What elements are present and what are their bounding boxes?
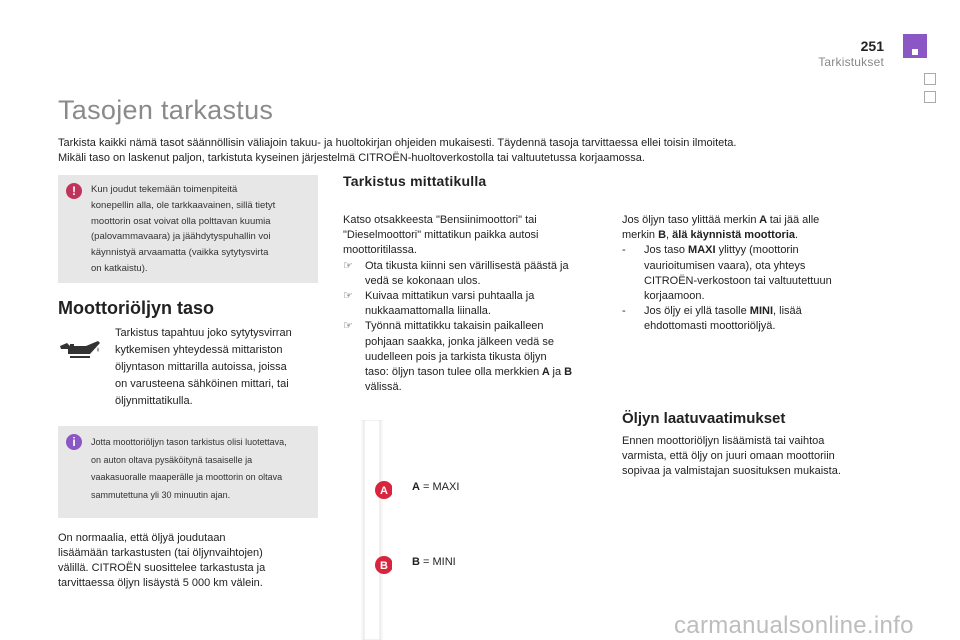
list-item bbox=[343, 259, 605, 289]
section-title: Tarkistukset bbox=[818, 55, 884, 69]
text-line: öljyntason mittarilla autoissa, joissa bbox=[115, 361, 287, 373]
text-line: taso: öljyn tason tulee olla merkkien A ja B bbox=[365, 366, 573, 379]
text-line: Jos taso MAXI ylittyy (moottorin bbox=[644, 244, 799, 257]
text-line: pohjaan saakka, jonka jälkeen vedä se bbox=[365, 335, 554, 348]
text-line: on varusteena sähköinen mittari, tai bbox=[115, 378, 289, 390]
note-line: on auton oltava pysäköitynä tasaiselle ja bbox=[91, 454, 253, 465]
page-number: 251 bbox=[860, 38, 884, 54]
text-line: Kuivaa mittatikun varsi puhtaalla ja bbox=[365, 290, 535, 303]
text-line: korjaamoon. bbox=[644, 290, 705, 303]
marker-a-value: = MAXI bbox=[423, 481, 460, 493]
list-item bbox=[622, 243, 852, 304]
text-line: Ota tikusta kiinni sen värillisestä päästä ja bbox=[365, 259, 569, 272]
intro-line: Mikäli taso on laskenut paljon, tarkistuta kyseinen järjestelmä CITROËN-huoltoverkostolla tai valtuutetussa korjaamossa. bbox=[58, 152, 645, 164]
dash-bullet: - bbox=[622, 244, 626, 257]
text-line: kytkemisen yhteydessä mittariston bbox=[115, 344, 283, 356]
note-line: käynnistyä arvaamatta (vaikka sytytysvirta bbox=[91, 247, 269, 259]
marker-a-label-letter: A bbox=[412, 481, 420, 493]
intro-line: Tarkista kaikki nämä tasot säännöllisin väliajoin takuu- ja huoltokirjan ohjeiden mukaisesti. Täydennä tasoja tarvittaessa ellei toisin ilmoiteta. bbox=[58, 137, 737, 149]
oil-consumption-text bbox=[58, 531, 318, 591]
text-line: moottoritilassa. bbox=[343, 244, 417, 257]
text-line: sopivaa ja valmistajan suosituksen mukaista. bbox=[622, 465, 841, 478]
note-line: konepellin alla, ole tarkkaavainen, sillä tietyt bbox=[91, 199, 276, 211]
oil-quality-text bbox=[622, 434, 872, 480]
info-note bbox=[58, 426, 318, 518]
list-item bbox=[622, 304, 852, 334]
text-line: nukkaamattomalla liinalla. bbox=[365, 305, 491, 318]
text-line: uudelleen pois ja tarkista tikusta öljyn bbox=[365, 350, 547, 363]
marker-a-label bbox=[412, 481, 459, 493]
tab-outline-box bbox=[924, 73, 936, 85]
section-tab-marker bbox=[903, 34, 927, 58]
text-line: CITROËN-verkostoon tai valtuutettuun bbox=[644, 274, 832, 287]
oil-quality-heading: Öljyn laatuvaatimukset bbox=[622, 410, 786, 427]
text-line: lisäämään tarkastusten (tai öljynvaihtojen) bbox=[58, 547, 263, 559]
text-line: tarvittaessa öljyn lisäystä 5 000 km välein. bbox=[58, 577, 263, 589]
pointer-bullet-icon: ☞ bbox=[343, 290, 353, 303]
pointer-bullet-icon: ☞ bbox=[343, 259, 353, 272]
text-line: vaurioitumisen vaara), ota yhteys bbox=[644, 259, 806, 272]
text-line: välillä. CITROËN suosittelee tarkastusta ja bbox=[58, 562, 266, 574]
pointer-bullet-icon: ☞ bbox=[343, 320, 353, 333]
text-line: välissä. bbox=[365, 381, 402, 394]
text-line: varmista, että öljy on juuri omaan moottoriin bbox=[622, 450, 835, 463]
text-line: Työnnä mittatikku takaisin paikalleen bbox=[365, 320, 544, 333]
page-title: Tasojen tarkastus bbox=[58, 95, 274, 125]
text-line: Tarkistus tapahtuu joko sytytysvirran bbox=[115, 327, 292, 339]
text-line: ehdottomasti moottoriöljyä. bbox=[644, 320, 776, 333]
oil-can-icon bbox=[58, 338, 103, 360]
text-line: On normaalia, että öljyä joudutaan bbox=[58, 532, 226, 544]
marker-b-value: = MINI bbox=[423, 556, 456, 568]
marker-b-letter: B bbox=[380, 560, 388, 572]
intro-paragraph bbox=[58, 136, 858, 166]
marker-b-label-letter: B bbox=[412, 556, 420, 568]
dipstick-heading: Tarkistus mittatikulla bbox=[343, 173, 487, 189]
text-line: Jos öljy ei yllä tasolle MINI, lisää bbox=[644, 305, 802, 318]
note-line: on katkaistu). bbox=[91, 262, 148, 274]
warning-note-text bbox=[91, 182, 313, 277]
dash-bullet: - bbox=[622, 305, 626, 318]
level-rules bbox=[622, 213, 852, 335]
text-line: "Dieselmoottori" mittatikun paikka autosi bbox=[343, 229, 539, 242]
warning-note bbox=[58, 175, 318, 283]
text-line: vedä se kokonaan ulos. bbox=[365, 274, 481, 287]
text-line: Ennen moottoriöljyn lisäämistä tai vaihtoa bbox=[622, 435, 825, 447]
note-line: Jotta moottoriöljyn tason tarkistus olisi luotettava, bbox=[91, 437, 287, 447]
note-line: Kun joudut tekemään toimenpiteitä bbox=[91, 184, 238, 195]
marker-b-label bbox=[412, 556, 456, 568]
tab-outline-box bbox=[924, 91, 936, 103]
info-icon: i bbox=[66, 434, 82, 450]
list-item bbox=[343, 289, 605, 319]
note-line: sammutettuna yli 30 minuutin ajan. bbox=[91, 489, 231, 500]
note-line: moottorin osat voivat olla polttavan kuumia bbox=[91, 215, 271, 227]
text-line: Katso otsakkeesta "Bensiinimoottori" tai bbox=[343, 214, 537, 226]
dipstick-illustration bbox=[352, 420, 392, 640]
text-line: Jos öljyn taso ylittää merkin A tai jää alle bbox=[622, 214, 820, 226]
text-line: merkin B, älä käynnistä moottoria. bbox=[622, 229, 799, 242]
dipstick-instructions bbox=[343, 213, 605, 395]
oil-level-heading: Moottoriöljyn taso bbox=[58, 298, 214, 318]
marker-a-letter: A bbox=[380, 485, 388, 497]
watermark: carmanualsonline.info bbox=[674, 612, 914, 639]
note-line: vaakasuoralle maaperälle ja moottorin on oltava bbox=[91, 472, 283, 482]
note-line: (palovammavaara) ja jäähdytyspuhallin voi bbox=[91, 231, 271, 243]
warning-icon: ! bbox=[66, 183, 82, 199]
oil-level-text bbox=[115, 325, 320, 410]
list-item bbox=[343, 319, 605, 395]
text-line: öljynmittatikulla. bbox=[115, 395, 193, 407]
info-note-text bbox=[91, 434, 313, 504]
